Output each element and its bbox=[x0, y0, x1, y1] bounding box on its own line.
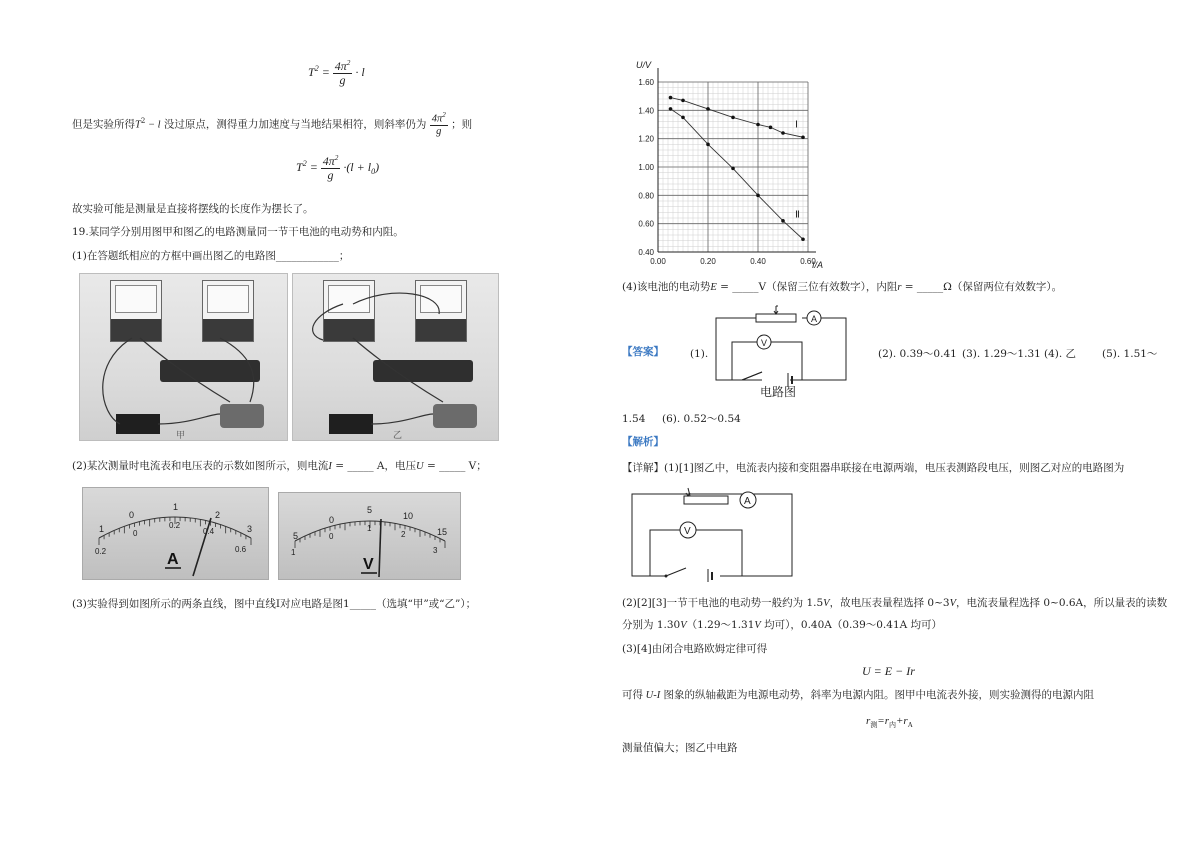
voltmeter-tick-label: 0 bbox=[329, 515, 335, 525]
chart-series bbox=[669, 96, 805, 241]
data-point bbox=[669, 96, 673, 100]
ammeter-tick-label: 0.2 bbox=[95, 547, 107, 556]
ammeter-tick-label: 0 bbox=[129, 510, 135, 520]
chart-y-ticks bbox=[638, 78, 654, 257]
photo-label-jia: 甲 bbox=[176, 431, 186, 441]
y-tick-label: 0.60 bbox=[638, 219, 654, 229]
data-point bbox=[706, 143, 710, 147]
answer-2: (2). 0.39～0.41 bbox=[878, 348, 957, 360]
equation-2: $T^2$ = $\frac{4\pi^2}{g}$ $\cdot(l + l_0)$ bbox=[296, 154, 380, 182]
circuit-ammeter-label: A bbox=[811, 314, 818, 324]
answer-4: (4). 乙 bbox=[1044, 348, 1077, 360]
equation-resistance: $r_测=r_内+r_A$ bbox=[866, 715, 913, 730]
data-point bbox=[756, 194, 760, 198]
ammeter-tick-label: 0.6 bbox=[235, 545, 247, 554]
data-point bbox=[769, 126, 773, 130]
x-tick-label: 0.40 bbox=[750, 257, 766, 266]
voltmeter-tick-label: 10 bbox=[403, 511, 414, 521]
data-point bbox=[681, 116, 685, 120]
answer-1: (1). bbox=[690, 348, 709, 360]
x-tick-label: 0.20 bbox=[700, 257, 716, 266]
answer-5-continued: 1.54 bbox=[622, 413, 646, 425]
data-point bbox=[781, 131, 785, 135]
y-tick-label: 1.20 bbox=[638, 134, 654, 144]
voltmeter-tick-label: 2 bbox=[401, 530, 406, 539]
data-point bbox=[706, 107, 710, 111]
y-tick-label: 1.40 bbox=[638, 106, 654, 116]
analysis-tag: 【解析】 bbox=[622, 436, 664, 448]
voltmeter-scale bbox=[279, 493, 460, 579]
chart-x-ticks bbox=[650, 257, 816, 266]
question-19-4: (4)该电池的电动势E = _____V（保留三位有效数字），内阻r = _____Ω（保留两位有效数字）。 bbox=[622, 281, 1063, 293]
x-tick-label: 0.00 bbox=[650, 257, 666, 266]
wires-yi bbox=[293, 274, 498, 440]
equation-ohm: U = E − Ir bbox=[862, 664, 915, 678]
photo-circuit-yi bbox=[292, 273, 499, 441]
y-tick-label: 1.00 bbox=[638, 163, 654, 172]
voltmeter-tick-label: 3 bbox=[433, 546, 438, 555]
data-point bbox=[681, 99, 685, 103]
circuit-caption: 电路图 bbox=[760, 385, 797, 399]
photo-label-yi: 乙 bbox=[393, 431, 403, 441]
y-tick-label: 0.80 bbox=[638, 191, 654, 201]
chart-grid bbox=[658, 68, 816, 252]
question-19-1: (1)在答题纸相应的方框中画出图乙的电路图____________； bbox=[72, 250, 350, 262]
detail-paragraph-2a: (2)[2][3]一节干电池的电动势一般约为 1.5V，故电压表量程选择 0~3V，电流表量程选择 0~0.6A，所以量表的读数 bbox=[622, 597, 1168, 609]
voltmeter-dial bbox=[278, 492, 461, 580]
answer-3: (3). 1.29～1.31 bbox=[962, 348, 1041, 360]
paragraph-conclusion: 故实验可能是测量是直接将摆线的长度作为摆长了。 bbox=[72, 203, 314, 215]
wires-jia bbox=[80, 274, 287, 440]
ammeter-unit: A bbox=[167, 551, 179, 568]
data-point bbox=[669, 107, 673, 111]
ammeter-tick-label: 0.2 bbox=[169, 521, 181, 530]
data-point bbox=[731, 167, 735, 171]
detail-circuit-diagram bbox=[628, 484, 798, 582]
voltmeter-needle bbox=[379, 519, 381, 577]
detail-paragraph-3: (3)[4]由闭合电路欧姆定律可得 bbox=[622, 643, 768, 655]
detail-voltmeter-label: V bbox=[684, 526, 691, 537]
y-tick-label: 1.60 bbox=[638, 78, 654, 87]
ammeter-tick-label: 0.4 bbox=[203, 527, 215, 536]
data-point bbox=[801, 237, 805, 241]
ui-chart bbox=[622, 56, 832, 278]
ammeter-tick-label: 3 bbox=[247, 524, 253, 534]
question-19: 19.某同学分别用图甲和图乙的电路测量同一节干电池的电动势和内阻。 bbox=[72, 226, 404, 238]
detail-paragraph-4: 可得 U-I 图象的纵轴截距为电源电动势，斜率为电源内阻。图甲中电流表外接，则实验测得的电源内阻 bbox=[622, 689, 1095, 701]
detail-paragraph-1: 【详解】(1)[1]图乙中，电流表内接和变阻器串联接在电源两端，电压表测路段电压，则图乙对应的电路图为 bbox=[622, 462, 1125, 474]
data-point bbox=[731, 116, 735, 120]
voltmeter-tick-label: 1 bbox=[367, 524, 372, 533]
data-point bbox=[756, 123, 760, 127]
detail-paragraph-5: 测量值偏大；图乙中电路 bbox=[622, 742, 738, 754]
ammeter-scale bbox=[83, 488, 268, 579]
question-19-3: (3)实验得到如图所示的两条直线，图中直线Ⅰ对应电路是图1_____（选填“甲”或“乙”）； bbox=[72, 598, 477, 610]
ammeter-tick-label: 1 bbox=[173, 502, 179, 512]
detail-paragraph-2b: 分别为 1.30V（1.29～1.31V 均可），0.40A（0.39～0.41A 均可） bbox=[622, 619, 943, 631]
voltmeter-tick-label: 0 bbox=[329, 532, 334, 541]
detail-ammeter-label: A bbox=[744, 496, 751, 507]
answer-circuit-diagram bbox=[712, 302, 854, 400]
answer-tag: 【答案】 bbox=[622, 346, 664, 358]
circuit-voltmeter-label: V bbox=[761, 338, 768, 348]
photo-circuit-jia bbox=[79, 273, 288, 441]
answer-6: (6). 0.52～0.54 bbox=[662, 413, 741, 425]
chart-x-axis-label: I/A bbox=[812, 260, 824, 270]
chart-y-axis-label: U/V bbox=[636, 60, 652, 70]
voltmeter-tick-label: 15 bbox=[437, 527, 448, 537]
data-point bbox=[801, 135, 805, 139]
ammeter-tick-label: 2 bbox=[215, 510, 221, 520]
y-tick-label: 0.40 bbox=[638, 248, 654, 257]
data-point bbox=[781, 219, 785, 223]
ammeter-tick-label: 0 bbox=[133, 529, 138, 538]
paragraph-intercept: 但是实验所得$T^2 - l$ 没过原点，测得重力加速度与当地结果相符，则斜率仍为 $\frac{4\pi^2}{g}$ ；则 bbox=[72, 111, 473, 137]
voltmeter-tick-label: 5 bbox=[367, 505, 373, 515]
voltmeter-tick-label: 5 bbox=[293, 531, 299, 541]
ammeter-dial bbox=[82, 487, 269, 580]
x-tick-label: 0.60 bbox=[800, 257, 816, 266]
series-label: Ⅰ bbox=[795, 119, 798, 131]
answer-5: (5). 1.51～ bbox=[1102, 348, 1158, 360]
equation-1: $T^2$ = $\frac{4\pi^2}{g}$ · l bbox=[308, 59, 365, 87]
series-label: Ⅱ bbox=[795, 209, 800, 221]
voltmeter-unit: V bbox=[363, 556, 374, 573]
voltmeter-tick-label: 1 bbox=[291, 548, 296, 557]
ammeter-tick-label: 1 bbox=[99, 524, 105, 534]
question-19-2: (2)某次测量时电流表和电压表的示数如图所示，则电流I = _____ A，电压U = _____ V； bbox=[72, 460, 487, 472]
